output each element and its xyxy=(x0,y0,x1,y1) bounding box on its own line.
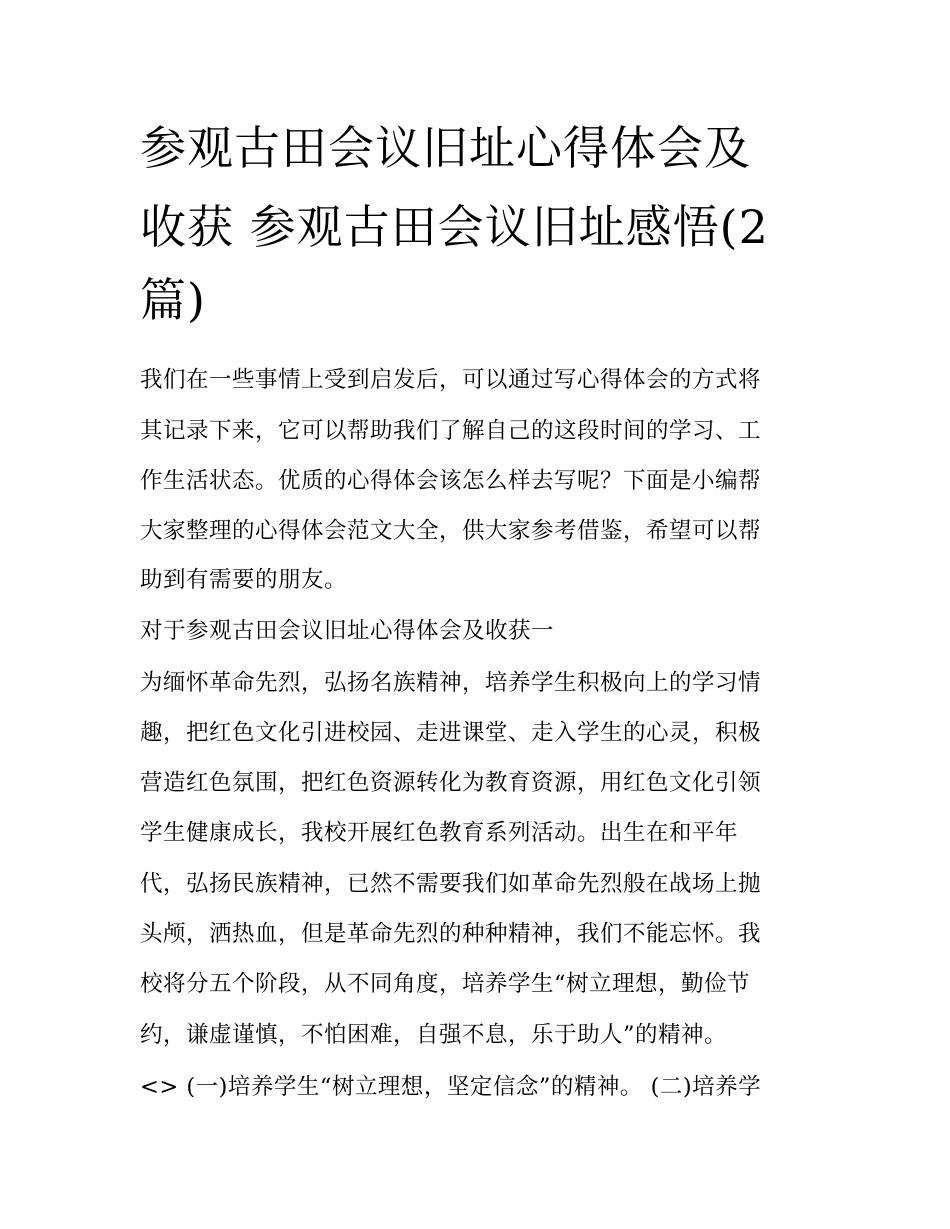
text-line: 其记录下来，它可以帮助我们了解自己的这段时间的学习、工 xyxy=(140,418,762,444)
title-line: 篇) xyxy=(140,273,206,327)
text-line: 营造红色氛围，把红色资源转化为教育资源，用红色文化引领 xyxy=(140,770,762,796)
text-line: 代，弘扬民族精神，已然不需要我们如革命先烈般在战场上抛 xyxy=(140,871,762,897)
text-line: 头颅，洒热血，但是革命先烈的种种精神，我们不能忘怀。我 xyxy=(140,921,762,947)
text-line: <> (一)培养学生“树立理想，坚定信念”的精神。 (二)培养学 xyxy=(140,1074,762,1100)
text-line: 学生健康成长，我校开展红色教育系列活动。出生在和平年 xyxy=(140,820,739,846)
section-heading: 对于参观古田会议旧址心得体会及收获一 xyxy=(140,618,555,644)
text-line: 作生活状态。优质的心得体会该怎么样去写呢？下面是小编帮 xyxy=(140,468,762,494)
text-line: 为缅怀革命先烈，弘扬名族精神，培养学生积极向上的学习情 xyxy=(140,670,762,696)
title-line: 参观古田会议旧址心得体会及 xyxy=(140,121,751,175)
text-line: 约，谦虚谨慎，不怕困难，自强不息，乐于助人”的精神。 xyxy=(140,1022,728,1048)
text-line: 校将分五个阶段，从不同角度，培养学生“树立理想，勤俭节 xyxy=(140,971,751,997)
text-line: 趣，把红色文化引进校园、走进课堂、走入学生的心灵，积极 xyxy=(140,720,762,746)
text-line: 助到有需要的朋友。 xyxy=(140,567,348,593)
text-line: 大家整理的心得体会范文大全，供大家参考借鉴，希望可以帮 xyxy=(140,518,762,544)
title-line: 收获 参观古田会议旧址感悟(2 xyxy=(140,200,769,254)
text-line: 我们在一些事情上受到启发后，可以通过写心得体会的方式将 xyxy=(140,367,762,393)
